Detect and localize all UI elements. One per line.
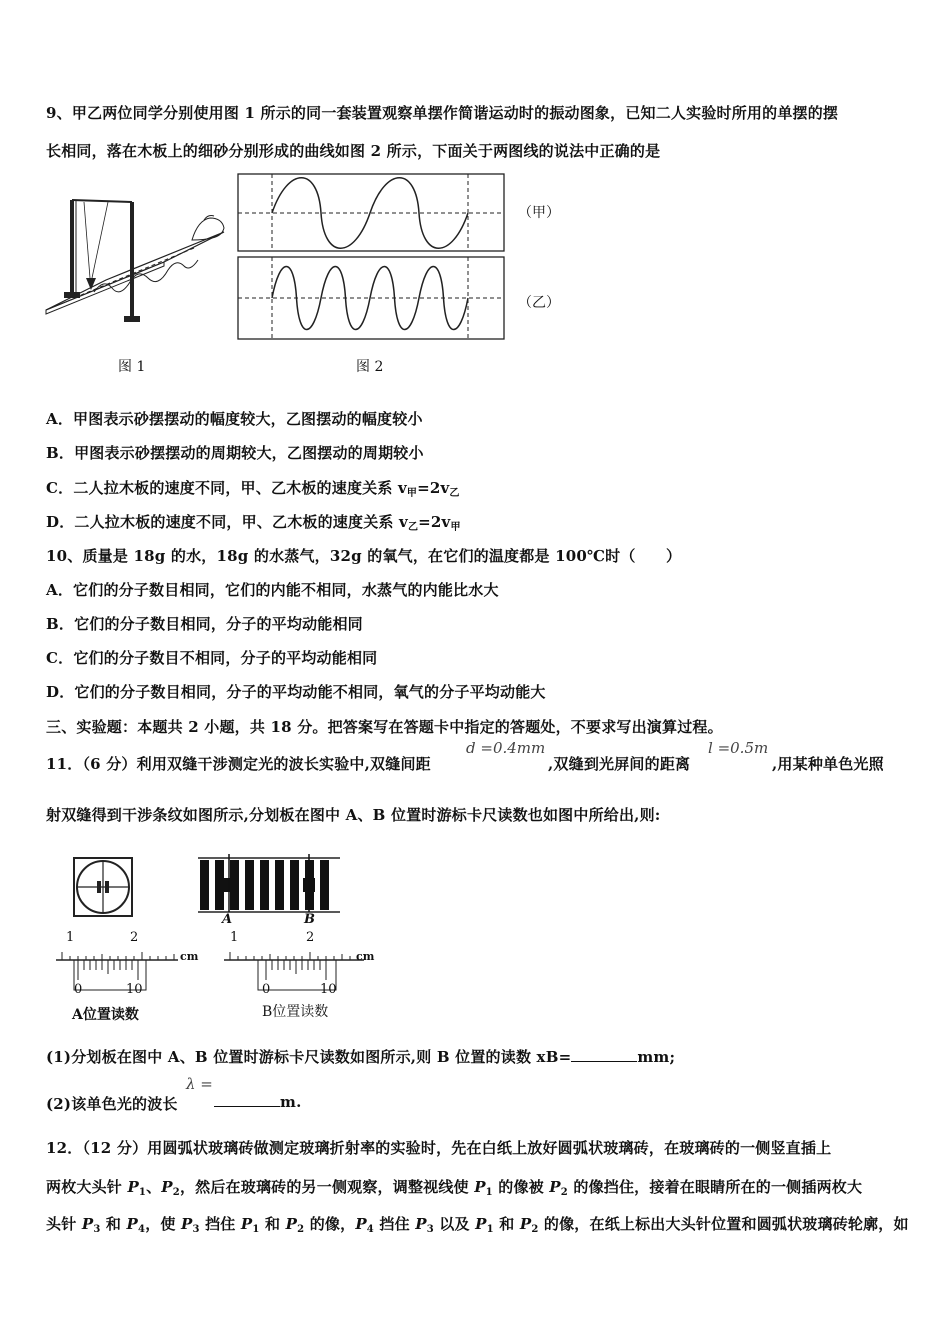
text: 、 (146, 1178, 162, 1196)
p-symbol: P (127, 1178, 139, 1196)
subscript: 甲 (406, 488, 418, 499)
scale-b-label-1: 1 (230, 930, 239, 945)
p-symbol: P (126, 1215, 139, 1233)
text: 挡住 (373, 1215, 416, 1233)
caption-a-reading: A位置读数 (72, 1007, 139, 1023)
fringe-label-a: A (222, 912, 233, 927)
q11-line2: 射双缝得到干涉条纹如图所示,分划板在图中 A、B 位置时游标卡尺读数也如图中所给出,则: (46, 806, 661, 824)
subscript: 1 (138, 1187, 147, 1198)
subscript: 乙 (449, 488, 460, 499)
subscript: 3 (426, 1224, 434, 1235)
q9-option-a: A．甲图表示砂摆摆动的幅度较大，乙图摆动的幅度较小 (46, 410, 423, 428)
text: 和 (259, 1215, 286, 1233)
text: 以及 (433, 1215, 476, 1233)
q12-line1: 12．（12 分）用圆弧状玻璃砖做测定玻璃折射率的实验时，先在白纸上放好圆弧状玻璃砖，在玻璃砖的一侧竖直插上 (46, 1139, 832, 1157)
subscript: 2 (297, 1224, 305, 1235)
figure-2-wave-graphs (236, 172, 508, 342)
vernier-b-label-0: 0 (262, 982, 271, 997)
text: ，使 (145, 1215, 182, 1233)
subscript: 1 (252, 1224, 260, 1235)
text: 两枚大头针 (46, 1178, 128, 1196)
subscript: 2 (560, 1187, 568, 1198)
text: 挡住 (199, 1215, 241, 1233)
figure-2-label-jia: （甲） (518, 205, 560, 221)
figure-1-caption: 图 1 (118, 359, 146, 375)
subscript: 甲 (450, 522, 461, 533)
p-symbol: P (181, 1215, 193, 1233)
subscript: 1 (486, 1224, 494, 1235)
q11-sub2-unit: m. (280, 1093, 302, 1111)
q9-option-c (46, 477, 460, 499)
text: 和 (493, 1215, 520, 1233)
q9-stem-line2: 长相同，落在木板上的细砂分别形成的曲线如图 2 所示，下面关于两图线的说法中正确的是 (46, 142, 661, 160)
p-symbol: P (355, 1215, 367, 1233)
subscript: 1 (485, 1187, 493, 1198)
p-symbol: P (549, 1178, 561, 1196)
scale-b-label-2: 2 (306, 930, 315, 945)
fringe-label-b: B (304, 912, 315, 927)
p-symbol: P (81, 1215, 94, 1233)
p-symbol: P (474, 1178, 486, 1196)
q9-stem-line1: 9、甲乙两位同学分别使用图 1 所示的同一套装置观察单摆作简谐运动时的振动图象，已知二人实验时所用的单摆的摆 (46, 104, 839, 122)
text: 的像，在纸上标出大头针位置和圆弧状玻璃砖轮廓，如 (538, 1215, 909, 1233)
q10-option-b: B．它们的分子数目相同，分子的平均动能相同 (46, 615, 363, 633)
q11-math-d: d =0.4mm (466, 739, 546, 757)
subscript: 4 (138, 1224, 146, 1235)
q12-line2 (46, 1176, 862, 1198)
q12-line3 (46, 1213, 909, 1235)
caption-b-reading: B位置读数 (262, 1004, 329, 1020)
q10-option-c: C．它们的分子数目不相同，分子的平均动能相同 (46, 649, 378, 667)
text: 头针 (46, 1215, 82, 1233)
answer-blank-xb[interactable] (571, 1049, 637, 1062)
q11-sub2-text: (2)该单色光的波长 (46, 1095, 178, 1113)
text: ，然后在玻璃砖的另一侧观察，调整视线使 (179, 1178, 475, 1196)
figure-1-sand-pendulum (44, 180, 234, 355)
q10-option-a: A．它们的分子数目相同，它们的内能不相同，水蒸气的内能比水大 (46, 581, 499, 599)
text: 和 (100, 1215, 127, 1233)
p-symbol: P (161, 1178, 173, 1196)
figure-2-label-yi: （乙） (518, 295, 560, 311)
p-symbol: P (475, 1215, 487, 1233)
vernier-a-label-10: 10 (126, 982, 143, 997)
q9-option-b: B．甲图表示砂摆摆动的周期较大，乙图摆动的周期较小 (46, 444, 424, 462)
q10-option-d: D．它们的分子数目相同，分子的平均动能不相同，氧气的分子平均动能大 (46, 683, 546, 701)
scale-a-label-2: 2 (130, 930, 139, 945)
text: 的像被 (492, 1178, 550, 1196)
q9-option-c-relation: =2v (417, 479, 450, 497)
p-symbol: P (285, 1215, 298, 1233)
p-symbol: P (240, 1215, 253, 1233)
figure-2-caption: 图 2 (356, 359, 384, 375)
q9-option-c-text: C．二人拉木板的速度不同，甲、乙木板的速度关系 v (46, 479, 407, 497)
scale-a-label-1: 1 (66, 930, 75, 945)
p-symbol: P (519, 1215, 532, 1233)
q11-line1-b: ,双缝到光屏间的距离 (548, 755, 691, 773)
text: 的像， (304, 1215, 356, 1233)
q11-line1-a: 11．（6 分）利用双缝干涉测定光的波长实验中,双缝间距 (46, 755, 431, 773)
scale-b-unit: cm (356, 950, 375, 963)
subscript: 3 (192, 1224, 200, 1235)
p-symbol: P (415, 1215, 427, 1233)
subscript: 乙 (407, 522, 419, 533)
vernier-a-label-0: 0 (74, 982, 83, 997)
q11-line1-c: ,用某种单色光照 (772, 755, 884, 773)
section-3-heading: 三、实验题：本题共 2 小题，共 18 分。把答案写在答题卡中指定的答题处，不要求写出演算过程。 (46, 718, 723, 736)
q9-option-d (46, 511, 461, 533)
q11-math-l: l =0.5m (708, 739, 769, 757)
q9-option-d-relation: =2v (418, 513, 451, 531)
subscript: 4 (366, 1224, 374, 1235)
q10-stem: 10、质量是 18g 的水，18g 的水蒸气，32g 的氧气，在它们的温度都是 100℃时（ ） (46, 547, 682, 565)
q11-sub1 (46, 1046, 675, 1067)
vernier-b-label-10: 10 (320, 982, 337, 997)
q11-sub1-unit: mm; (637, 1048, 676, 1066)
text: 的像挡住，接着在眼睛所在的一侧插两枚大 (567, 1178, 863, 1196)
q11-sub1-text: (1)分划板在图中 A、B 位置时游标卡尺读数如图所示,则 B 位置的读数 xB= (46, 1048, 572, 1066)
q11-sub2-answer (214, 1093, 302, 1111)
answer-blank-wavelength[interactable] (214, 1094, 280, 1107)
q9-option-d-text: D．二人拉木板的速度不同，甲、乙木板的速度关系 v (46, 513, 408, 531)
subscript: 2 (531, 1224, 539, 1235)
subscript: 3 (93, 1224, 101, 1235)
q11-math-lambda: λ = (186, 1075, 213, 1093)
subscript: 2 (172, 1187, 180, 1198)
scale-a-unit: cm (180, 950, 199, 963)
